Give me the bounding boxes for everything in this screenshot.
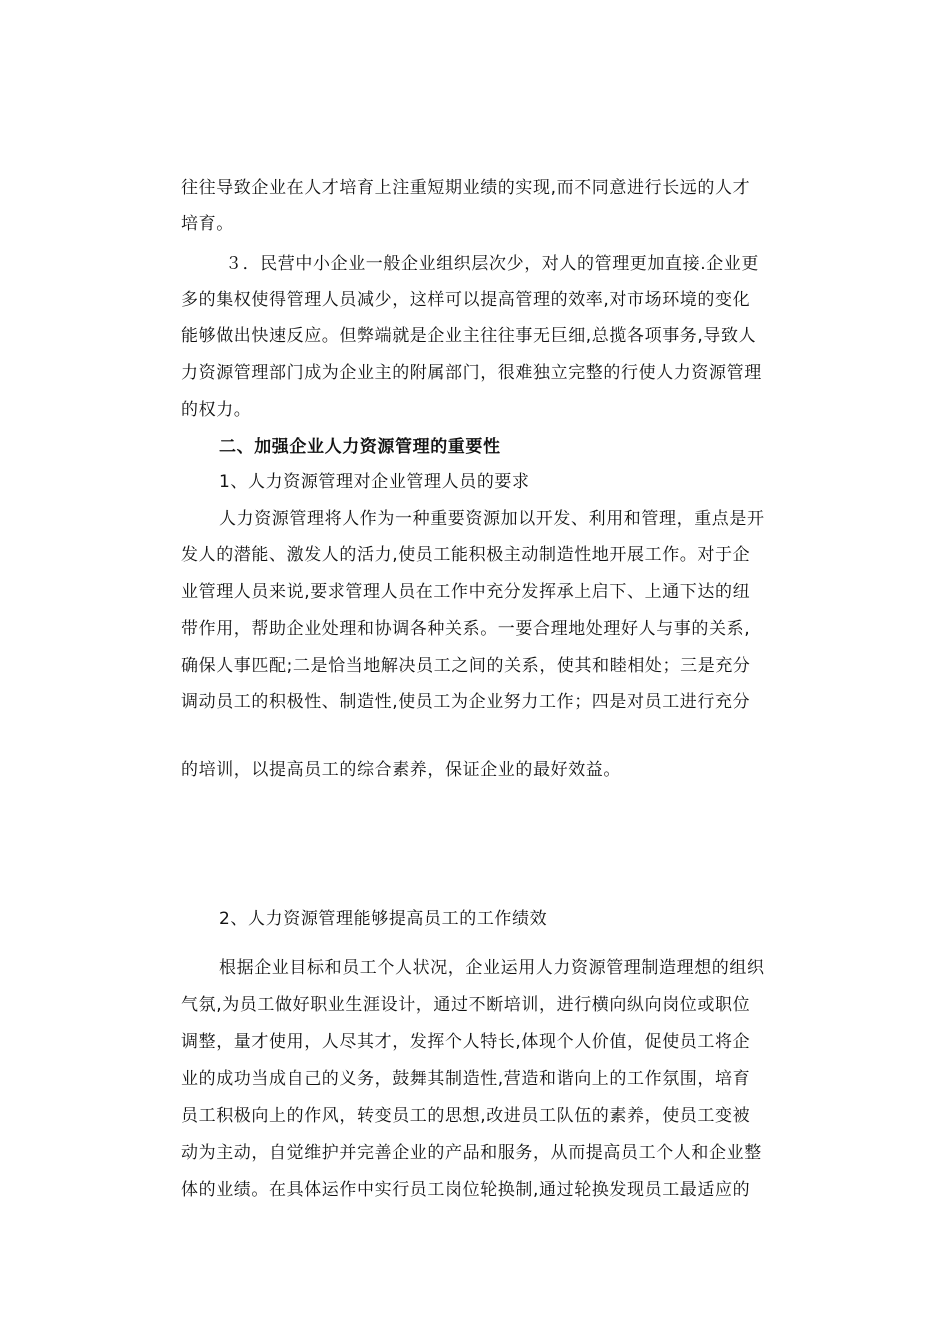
- subsection-2-heading: 2、人力资源管理能够提高员工的工作绩效: [219, 909, 548, 929]
- text-line: ３．民营中小企业一般企业组织层次少，对人的管理更加直接.企业更: [225, 254, 760, 274]
- text-line: 能够做出快速反应。但弊端就是企业主往往事无巨细,总揽各项事务,导致人: [181, 326, 757, 346]
- section-heading: 二、加强企业人力资源管理的重要性: [219, 437, 501, 457]
- text-line: 往往导致企业在人才培育上注重短期业绩的实现,而不同意进行长远的人才: [181, 178, 751, 198]
- subsection-1-heading: 1、人力资源管理对企业管理人员的要求: [219, 472, 530, 492]
- text-line: 业管理人员来说,要求管理人员在工作中充分发挥承上启下、上通下达的纽: [181, 582, 751, 602]
- text-line: 多的集权使得管理人员减少，这样可以提高管理的效率,对市场环境的变化: [181, 290, 751, 310]
- text-line: 业的成功当成自己的义务，鼓舞其制造性,营造和谐向上的工作氛围，培育: [181, 1069, 751, 1089]
- text-line: 根据企业目标和员工个人状况，企业运用人力资源管理制造理想的组织: [219, 958, 765, 978]
- text-line: 调整，量才使用，人尽其才，发挥个人特长,体现个人价值，促使员工将企: [181, 1032, 751, 1052]
- text-line: 调动员工的积极性、制造性,使员工为企业努力工作；四是对员工进行充分: [181, 692, 751, 712]
- text-line: 带作用，帮助企业处理和协调各种关系。一要合理地处理好人与事的关系,: [181, 619, 751, 639]
- text-line: 确保人事匹配;二是恰当地解决员工之间的关系，使其和睦相处；三是充分: [181, 656, 751, 676]
- text-line: 体的业绩。在具体运作中实行员工岗位轮换制,通过轮换发现员工最适应的: [181, 1180, 751, 1200]
- text-line: 培育。: [181, 214, 234, 234]
- text-line: 动为主动，自觉维护并完善企业的产品和服务，从而提高员工个人和企业整: [181, 1143, 762, 1163]
- text-line: 发人的潜能、激发人的活力,使员工能积极主动制造性地开展工作。对于企: [181, 545, 751, 565]
- text-line: 员工积极向上的作风，转变员工的思想,改进员工队伍的素养，使员工变被: [181, 1106, 751, 1126]
- text-line: 人力资源管理将人作为一种重要资源加以开发、利用和管理，重点是开: [219, 509, 765, 529]
- text-line: 气氛,为员工做好职业生涯设计，通过不断培训，进行横向纵向岗位或职位: [181, 995, 751, 1015]
- text-line: 力资源管理部门成为企业主的附属部门，很难独立完整的行使人力资源管理: [181, 363, 762, 383]
- text-line: 的培训，以提高员工的综合素养，保证企业的最好效益。: [181, 760, 621, 780]
- text-line: 的权力。: [181, 400, 252, 420]
